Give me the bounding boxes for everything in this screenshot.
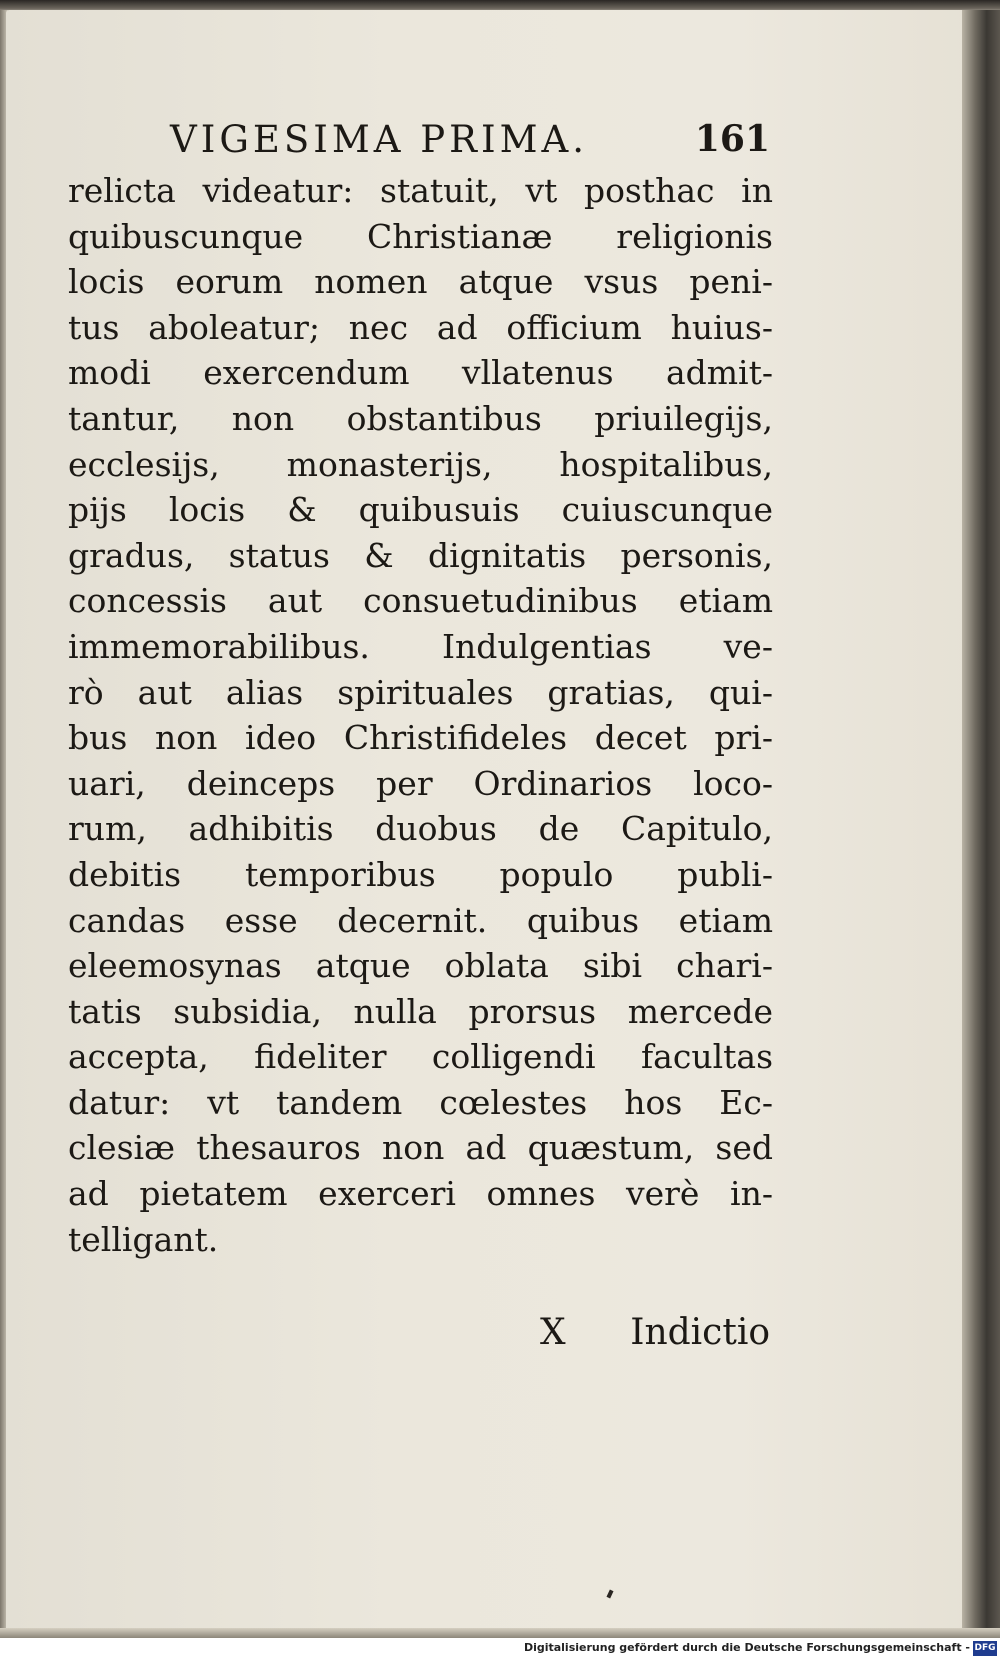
text-line: gradus, status & dignitatis personis,: [68, 535, 773, 575]
text-line: ecclesijs, monasterijs, hospitalibus,: [68, 444, 773, 484]
catchword: Indictio: [630, 1312, 770, 1353]
text-line: ad pietatem exerceri omnes verè in-: [68, 1174, 773, 1214]
text-line: pijs locis & quibusuis cuiuscunque: [68, 490, 773, 530]
text-line: accepta, fideliter colligendi facultas: [68, 1037, 773, 1077]
bottom-page-edge: [0, 1628, 1000, 1638]
text-line: rò aut alias spirituales gratias, qui-: [68, 672, 773, 712]
page-number: 161: [694, 118, 770, 160]
text-line: modi exercendum vllatenus admit-: [68, 353, 773, 393]
running-title: VIGESIMA PRIMA.: [170, 118, 588, 161]
text-line: tus aboleatur; nec ad officium huius-: [68, 307, 773, 347]
text-line: relicta videatur: statuit, vt posthac in: [68, 171, 773, 210]
text-line: datur: vt tandem cœlestes hos Ec-: [68, 1082, 773, 1122]
text-line: locis eorum nomen atque vsus peni-: [68, 262, 773, 302]
catchword-line: [540, 1312, 770, 1362]
book-gutter-edge: [962, 10, 1000, 1632]
text-line: quibuscunque Christianæ religionis: [68, 216, 773, 256]
text-line: uari, deinceps per Ordinarios loco-: [68, 763, 773, 803]
text-line: candas esse decernit. quibus etiam: [68, 900, 773, 940]
text-line: concessis aut consuetudinibus etiam: [68, 581, 773, 621]
signature-mark: X: [540, 1312, 566, 1353]
text-line: tantur, non obstantibus priuilegijs,: [68, 398, 773, 438]
body-text: [68, 168, 773, 1262]
text-line: clesiæ thesauros non ad quæstum, sed: [68, 1128, 773, 1168]
text-line: bus non ideo Christifideles decet pri-: [68, 718, 773, 758]
text-line: telligant.: [68, 1219, 219, 1259]
text-line: eleemosynas atque oblata sibi chari-: [68, 946, 773, 986]
text-line: tatis subsidia, nulla prorsus mercede: [68, 991, 773, 1031]
running-head: [170, 118, 770, 168]
footer-bar: [0, 1638, 1000, 1660]
dfg-logo: DFG: [973, 1641, 997, 1656]
text-line: debitis temporibus populo publi-: [68, 854, 773, 894]
text-line: immemorabilibus. Indulgentias ve-: [68, 626, 773, 666]
text-line: rum, adhibitis duobus de Capitulo,: [68, 809, 773, 849]
funding-credit: Digitalisierung gefördert durch die Deutsche Forschungsgemeinschaft -: [523, 1641, 970, 1654]
